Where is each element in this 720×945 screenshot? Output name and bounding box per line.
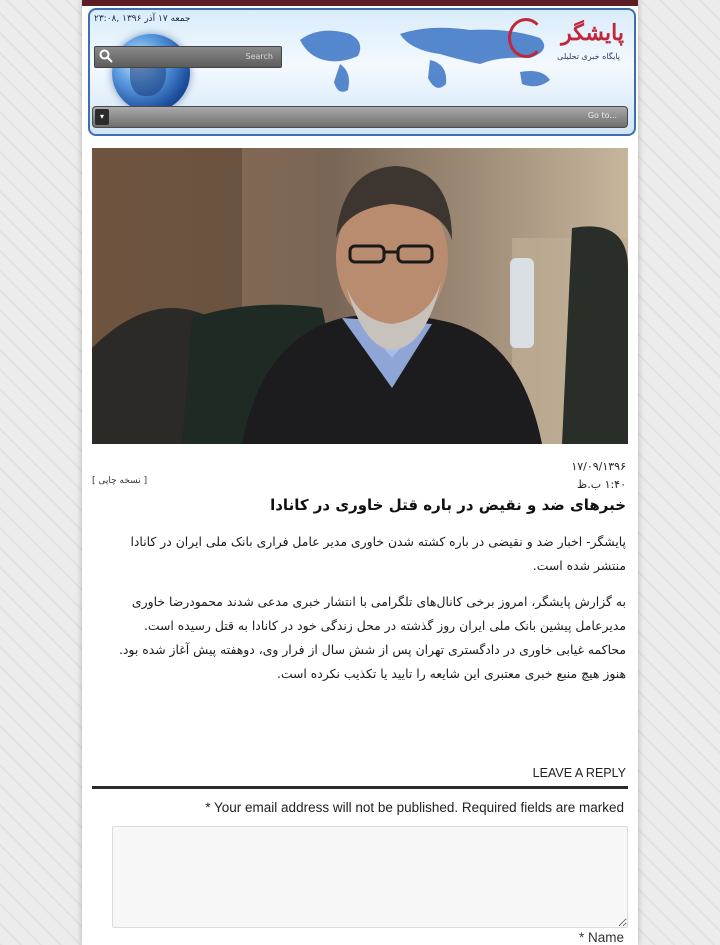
reply-divider — [92, 786, 628, 789]
logo-ring-icon — [508, 18, 544, 58]
name-field-label: * Name — [578, 930, 624, 945]
leave-reply-heading: LEAVE A REPLY — [532, 766, 626, 780]
dropdown-toggle-icon[interactable]: ▾ — [95, 109, 109, 125]
article-paragraph: به گزارش پایشگر، امروز برخی کانال‌های تلگرامی با انتشار خبری مدعی شدند محمودرضا خاوری مدیرعامل پیشین بانک ملی ایران روز گذشته در محل زندگی خود در کانادا به قتل رسیده است. — [131, 594, 626, 633]
top-border — [82, 0, 638, 6]
article-time: ۱:۴۰ ب.ظ — [577, 478, 626, 491]
article-datetime — [571, 458, 626, 494]
site-header-banner — [88, 8, 636, 136]
comment-textarea[interactable] — [112, 826, 628, 928]
logo-subtitle: پایگاه خبری تحلیلی — [557, 52, 620, 61]
goto-label: Go to... — [587, 111, 617, 120]
article-photo — [92, 148, 628, 444]
search-input[interactable] — [117, 49, 273, 63]
print-version-link[interactable]: [ نسخه چاپی ] — [92, 476, 148, 486]
search-icon[interactable] — [98, 48, 114, 64]
logo-text: پایشگر — [561, 20, 624, 46]
page-container — [82, 0, 638, 945]
article-paragraph: هنوز هیچ منبع خبری معتبری این شایعه را تایید یا تکذیب نکرده است. — [276, 666, 626, 681]
article-paragraph: محاکمه غیابی خاوری در دادگستری تهران پس از شش سال از فرار وی، دوهفته پیش آغاز شده بود. — [118, 642, 626, 657]
article-paragraph: پایشگر- اخبار ضد و نقیضی در باره کشته شدن خاوری مدیر عامل فراری بانک ملی ایران در کانادا منتشر شده است. — [130, 534, 626, 573]
site-logo[interactable] — [504, 16, 624, 76]
article-date: ۱۷/۰۹/۱۳۹۶ — [571, 460, 626, 473]
article-body — [96, 530, 626, 686]
goto-navigation-select[interactable] — [92, 106, 628, 128]
article-title: خبرهای ضد و نقیض در باره قتل خاوری در کانادا — [270, 496, 626, 514]
header-datetime: جمعه ۱۷ آذر ۱۳۹۶ ,۲۳:۰۸ — [94, 14, 191, 24]
search-box[interactable] — [94, 46, 282, 68]
email-privacy-note: * Your email address will not be published. Required fields are marked — [205, 800, 624, 815]
